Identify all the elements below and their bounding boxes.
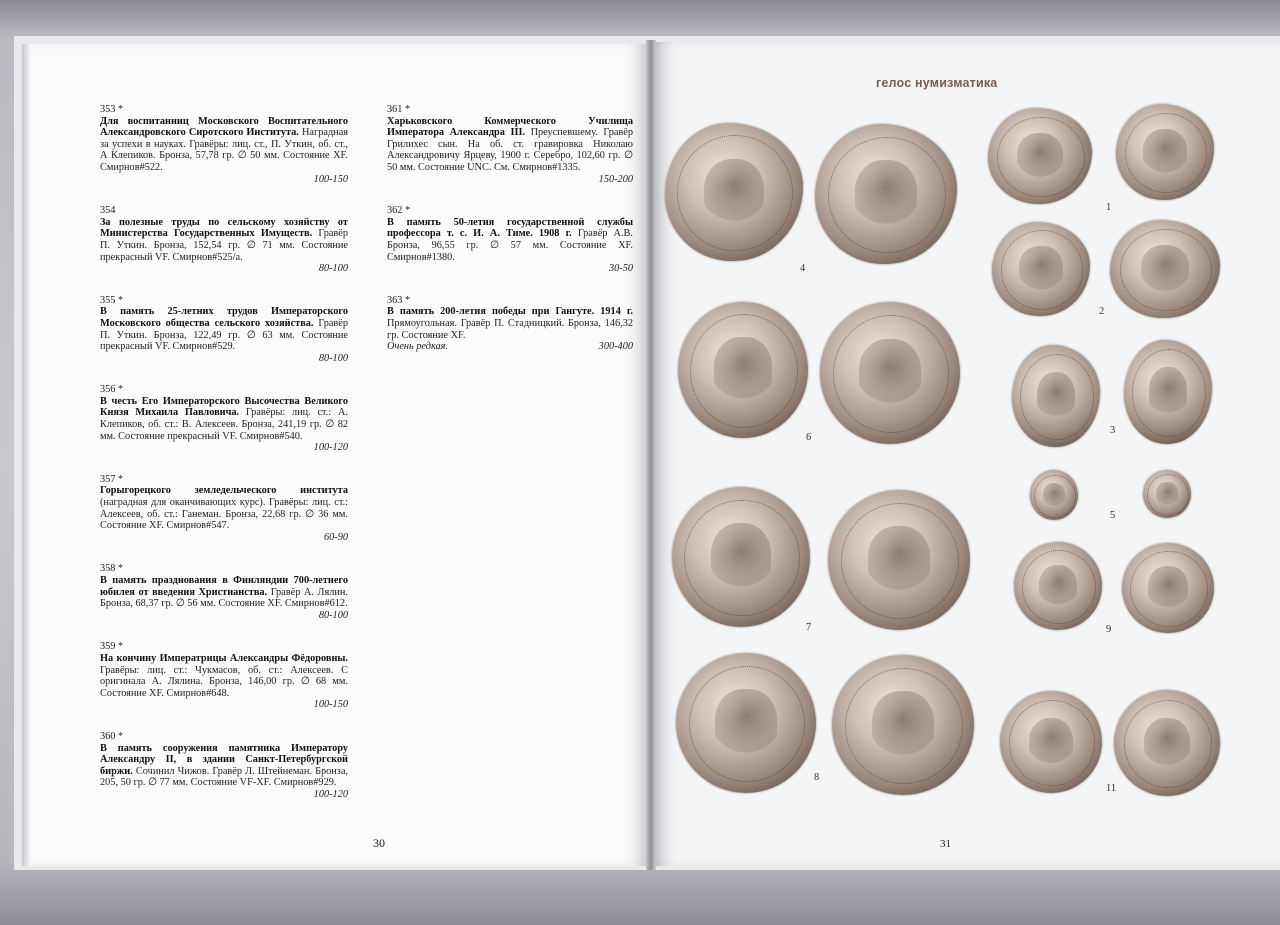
coin-6-reverse: [820, 302, 960, 444]
page-number-right: 31: [940, 838, 951, 850]
lot-estimate: 80-100: [318, 263, 348, 275]
lot-number: 358 *: [100, 563, 124, 575]
lot-number: 355 *: [100, 294, 124, 306]
plate-number-1: 1: [1106, 202, 1112, 213]
lot-estimate: 100-150: [313, 173, 348, 185]
lot-number: 353 *: [100, 104, 124, 115]
lot-description: Гравёр П. Уткин. Бронза, 122,49 гр. ∅ 63 мм. Состояние прекрасный VF. Смирнов#529.: [100, 317, 348, 353]
lot-description: Гравёр П. Уткин. Бронза, 152,54 гр. ∅ 71 мм. Состояние прекрасный VF. Смирнов#525/а.: [100, 228, 348, 263]
lot-entry: [100, 104, 348, 185]
lot-description: Наградная за успехи в науках. Гравёры: лиц. ст., П. Уткин, об. ст., А Клепиков. Бронза, 57,78 гр. ∅ 50 мм. Состояние XF. Смирнов#522.: [100, 127, 349, 173]
lot-entry: [100, 384, 348, 454]
lot-title: Горыгорецкого земледельческого института: [100, 485, 348, 497]
lot-number: 360 *: [100, 730, 124, 742]
coin-9-obverse: [1014, 542, 1102, 630]
lot-description: Гравёр А.В. Бронза, 96,55 гр. ∅ 57 мм. Состояние XF. Смирнов#1380.: [387, 228, 633, 263]
lot-title: В память 25-летних трудов Императорского Московского общества сельского хозяйства.: [100, 306, 348, 329]
lot-title: В честь Его Императорского Высочества Великого Князя Михаила Павловича.: [100, 395, 348, 419]
coin-8-reverse: [832, 655, 974, 795]
lot-estimate: 300-400: [598, 341, 633, 353]
lot-number: 354: [100, 205, 116, 217]
lot-title: В память 50-летия государственной службы профессора т. с. И. А. Тиме. 1908 г.: [387, 216, 633, 240]
lot-description: Гравёры: лиц. ст.: А. Клепиков, об. ст.: В. Алексеев. Бронза, 241,19 гр. ∅ 82 мм. Состояние прекрасный VF. Смирнов#540.: [100, 407, 348, 442]
lot-entry: [387, 295, 633, 353]
page-number-left: 30: [373, 836, 385, 850]
plate-number-4: 4: [800, 263, 806, 274]
lot-estimate: 100-150: [313, 699, 348, 711]
lot-number: 356 *: [100, 384, 124, 396]
lot-estimate: 150-200: [598, 173, 633, 185]
lot-number: 363 *: [387, 294, 411, 306]
lot-entry: [100, 641, 348, 711]
catalog-column-right: [387, 104, 633, 373]
plate-number-5: 5: [1110, 510, 1116, 521]
lot-estimate: 80-100: [318, 609, 348, 621]
lot-entry: [100, 474, 348, 544]
lot-number: 359 *: [100, 641, 124, 653]
coin-5-obverse: [1030, 470, 1078, 520]
lot-entry: [100, 563, 348, 621]
coin-11-obverse: [1000, 691, 1102, 793]
plate-number-11: 11: [1106, 783, 1117, 794]
lot-title: На кончину Императрицы Александры Фёдоровны.: [100, 652, 348, 664]
lot-title: В память 200-летия победы при Гангуте. 1914 г.: [387, 306, 633, 318]
coin-6-obverse: [678, 302, 808, 438]
lot-estimate: 80-100: [318, 352, 348, 364]
lot-entry: [387, 104, 633, 185]
lot-number: 361 *: [387, 104, 411, 115]
lot-description: Гравёр А. Лялин. Бронза, 68,37 гр. ∅ 56 мм. Состояние XF. Смирнов#612.: [100, 586, 348, 610]
coin-5-reverse: [1143, 470, 1191, 518]
coin-7-reverse: [828, 490, 970, 630]
lot-description: (наградная для оканчивающих курс). Гравёры: лиц. ст.: Алексеев, об. ст.: Ганеман. Бронза, 22,68 гр. ∅ 36 мм. Состояние XF. Смирнов#547.: [100, 497, 348, 532]
coin-8-obverse: [676, 653, 816, 793]
lot-description: Прямоугольная. Гравёр П. Стадницкий. Бронза, 146,32 гр. Состояние XF.: [387, 317, 633, 341]
plate-number-9: 9: [1106, 624, 1112, 635]
lot-entry: [387, 205, 633, 275]
lot-description: Преуспевшему. Гравёр Грилихес сын. На об. ст. гравировка Николаю Александровичу Ярцеву, 1900 г. Серебро, 102,60 гр. ∅ 50 мм. Состояние UNC. См. Смирнов#1335.: [387, 127, 633, 173]
lot-entry: [100, 205, 348, 275]
plate-number-6: 6: [806, 432, 812, 443]
lot-description: Гравёры: лиц. ст.: Чукмасов, об. ст.: Алексеев. С оригинала А. Лялина. Бронза, 146,00 гр. ∅ 68 мм. Состояние XF. Смирнов#648.: [100, 664, 348, 699]
coin-11-reverse: [1114, 690, 1220, 796]
plate-number-8: 8: [814, 772, 820, 783]
coin-7-obverse: [672, 487, 810, 627]
lot-description: Сочинил Чижов. Гравёр Л. Штейнеман. Бронза, 205, 50 гр. ∅ 77 мм. Состояние VF-XF. Смирнов#929.: [100, 765, 348, 789]
lot-estimate: 30-50: [608, 263, 633, 275]
lot-estimate: 60-90: [323, 531, 348, 543]
plate-number-7: 7: [806, 622, 812, 633]
lot-title: Харьковского Коммерческого Училища Императора Александра III.: [387, 115, 633, 139]
lot-entry: [100, 295, 348, 365]
lot-estimate: 100-120: [313, 788, 348, 800]
lot-number: 357 *: [100, 473, 124, 485]
catalog-column-left: [100, 104, 348, 821]
lot-title: Для воспитанниц Московского Воспитательного Александровского Сиротского Института.: [100, 115, 348, 139]
lot-title: В память сооружения памятника Императору Александру II, в здании Санкт-Петербургской биржи.: [100, 742, 348, 777]
plate-number-2: 2: [1099, 306, 1105, 317]
publisher-header: гелос нумизматика: [876, 76, 998, 90]
lot-number: 362 *: [387, 205, 411, 217]
plate-number-3: 3: [1110, 425, 1116, 436]
book-gutter: [646, 40, 656, 870]
coin-9-reverse: [1122, 543, 1214, 633]
lot-estimate: 100-120: [313, 442, 348, 454]
lot-title: В память празднования в Финляндии 700-летнего юбилея от введения Христианства.: [100, 575, 348, 598]
lot-note: Очень редкая.: [387, 341, 449, 353]
lot-title: За полезные труды по сельскому хозяйству от Министерства Государственных Имуществ.: [100, 216, 348, 240]
lot-entry: [100, 731, 348, 801]
